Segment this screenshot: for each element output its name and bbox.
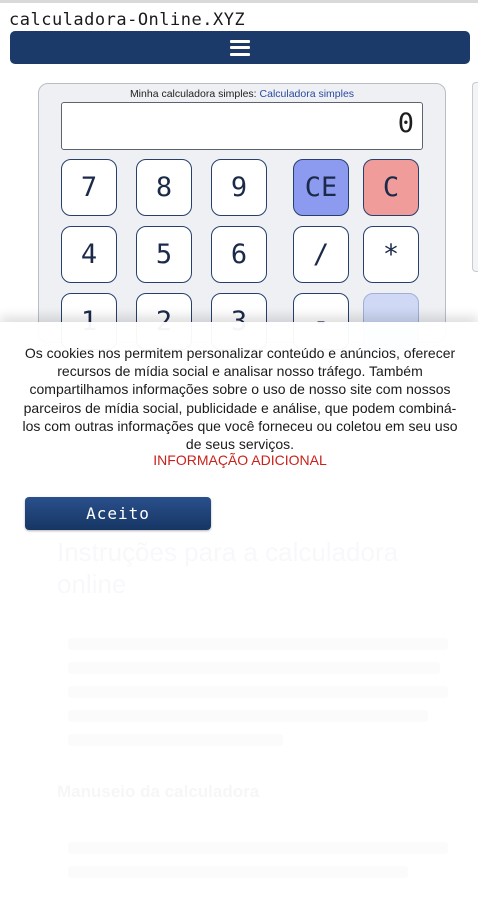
caption-link[interactable]: Calculadora simples	[259, 88, 355, 100]
top-divider	[0, 0, 478, 3]
calculator-caption	[39, 88, 445, 100]
key-8[interactable]: 8	[136, 159, 192, 216]
key-9[interactable]: 9	[211, 159, 267, 216]
navbar	[10, 31, 470, 64]
multiply-button[interactable]: *	[363, 226, 419, 283]
key-6[interactable]: 6	[211, 226, 267, 283]
accept-cookies-button[interactable]: Aceito	[25, 497, 211, 530]
key-7[interactable]: 7	[61, 159, 117, 216]
key-5[interactable]: 5	[136, 226, 192, 283]
calculator-display	[61, 102, 423, 150]
cookie-consent-text: Os cookies nos permitem personalizar conteúdo e anúncios, oferecer recursos de mídia social e analisar nosso tráfego. Também compartilhamos informações sobre o uso de nosso site com nossos parceiros de mídia social, publicidade e análise, que podem combiná-los com outras informações que você forneceu ou coletou em seu uso de seus serviços.	[22, 345, 458, 453]
clear-button[interactable]: C	[363, 159, 419, 216]
clear-entry-button[interactable]: CE	[293, 159, 349, 216]
divide-button[interactable]: /	[293, 226, 349, 283]
display-value: 0	[397, 108, 414, 139]
key-4[interactable]: 4	[61, 226, 117, 283]
site-title[interactable]: calculadora-Online.XYZ	[9, 10, 246, 30]
hamburger-menu-icon[interactable]	[230, 40, 250, 56]
caption-prefix: Minha calculadora simples:	[129, 88, 257, 100]
adjacent-panel-edge	[472, 82, 478, 272]
more-info-link[interactable]: INFORMAÇÃO ADICIONAL	[153, 452, 327, 468]
cookie-consent-overlay	[0, 322, 478, 900]
calculator	[38, 83, 446, 343]
